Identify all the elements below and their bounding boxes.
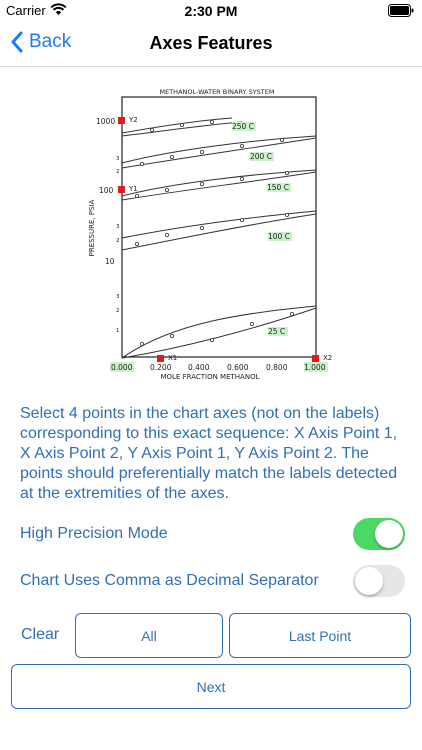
- x-tick-2: 0.400: [188, 363, 210, 372]
- y-minor-tick: 2: [116, 308, 120, 314]
- all-button[interactable]: All: [75, 613, 223, 658]
- x-tick-0: 0.000: [111, 363, 133, 372]
- x-tick-1: 0.200: [150, 363, 172, 372]
- y-tick-10: 10: [105, 257, 115, 266]
- y-axis-label: PRESSURE, PSIA: [88, 199, 96, 257]
- x-tick-4: 0.800: [266, 363, 288, 372]
- y-minor-tick: 3: [116, 224, 120, 230]
- marker-x1-label: X1: [168, 354, 178, 362]
- last-point-button[interactable]: Last Point: [229, 613, 411, 658]
- curve-label-200c: 200 C: [250, 152, 272, 161]
- chart-image[interactable]: [82, 78, 347, 390]
- high-precision-switch[interactable]: [353, 518, 405, 550]
- status-bar: [0, 0, 422, 22]
- next-button[interactable]: Next: [11, 664, 411, 709]
- curve-label-150c: 150 C: [267, 183, 289, 192]
- y-minor-tick: 3: [116, 294, 120, 300]
- instructions-text: Select 4 points in the chart axes (not on the labels) corresponding to this exact sequence: X Axis Point 1, X Axis Point 2, Y Axis Point 1, Y Axis Point 2. The points should preferentially match the labels detected at the extremities of the axes.: [20, 405, 398, 502]
- marker-x2-label: X2: [323, 354, 333, 362]
- clear-label: Clear: [21, 626, 60, 643]
- y-tick-100: 100: [99, 186, 114, 195]
- comma-separator-label: Chart Uses Comma as Decimal Separator: [20, 572, 319, 589]
- marker-y2-label: Y2: [129, 116, 138, 124]
- comma-separator-row: [20, 564, 405, 598]
- switch-knob: [355, 567, 383, 595]
- status-time: 2:30 PM: [184, 3, 238, 19]
- x-axis-label: MOLE FRACTION METHANOL: [160, 373, 260, 381]
- chart-title: METHANOL-WATER BINARY SYSTEM: [159, 88, 275, 96]
- switch-knob: [375, 520, 403, 548]
- curve-label-250c: 250 C: [232, 122, 254, 131]
- high-precision-label: High Precision Mode: [20, 525, 168, 542]
- comma-separator-switch[interactable]: [353, 565, 405, 597]
- y-minor-tick: 3: [116, 156, 120, 162]
- y-tick-1000: 1000: [96, 117, 116, 126]
- y-minor-tick: 2: [116, 169, 120, 175]
- battery-icon: [388, 4, 414, 17]
- y-minor-tick: 1: [116, 328, 120, 334]
- y-minor-tick: 2: [116, 238, 120, 244]
- curve-label-25c: 25 C: [268, 327, 286, 336]
- page-title: Axes Features: [149, 33, 273, 53]
- x-tick-3: 0.600: [227, 363, 249, 372]
- back-label: Back: [29, 31, 72, 52]
- x-tick-5: 1.000: [304, 363, 326, 372]
- marker-y1-label: Y1: [129, 185, 138, 193]
- navigation-bar: [0, 22, 422, 67]
- carrier-label: Carrier: [6, 3, 46, 18]
- high-precision-row: [20, 517, 405, 551]
- curve-label-100c: 100 C: [268, 232, 290, 241]
